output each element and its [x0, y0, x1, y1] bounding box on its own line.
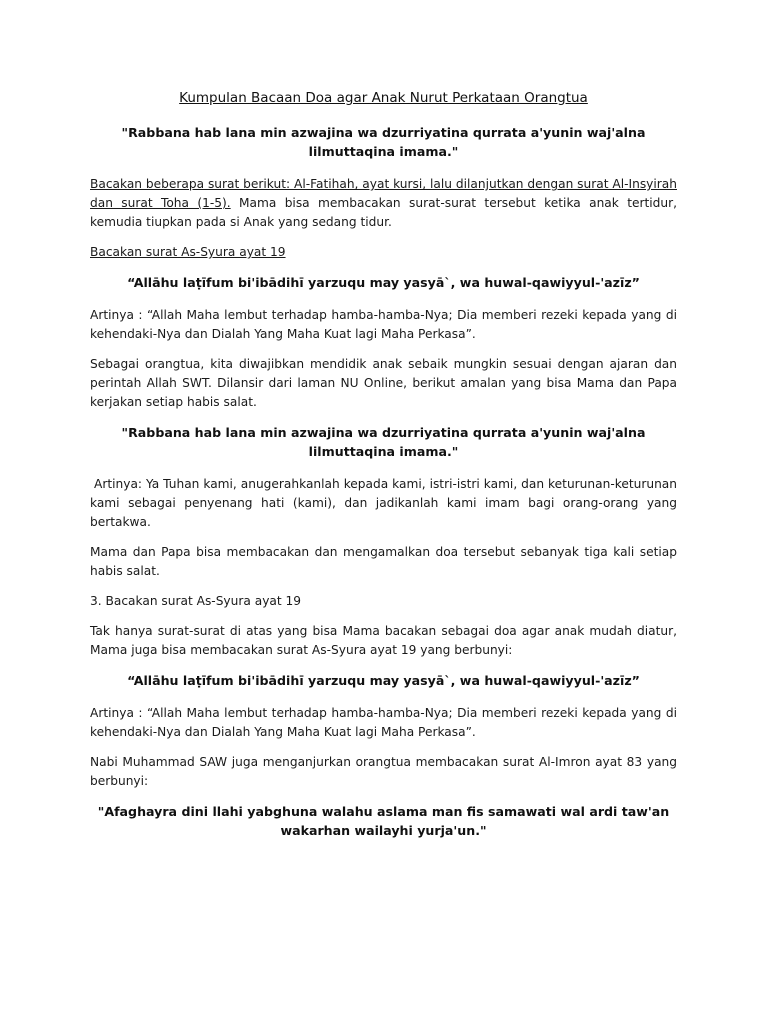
paragraph-nabi: Nabi Muhammad SAW juga menganjurkan orangtua membacakan surat Al-Imron ayat 83 yang berbunyi:: [90, 755, 677, 788]
doa-quote-as-syura: “Allāhu laṭīfum bi'ibādihī yarzuqu may yasyā`, wa huwal-qawiyyul-'azīz”: [127, 275, 640, 290]
paragraph-list-item-3: 3. Bacakan surat As-Syura ayat 19: [90, 594, 302, 608]
document-page: [90, 88, 677, 854]
paragraph-tak-hanya: Tak hanya surat-surat di atas yang bisa Mama bacakan sebagai doa agar anak mudah diatur, Mama juga bisa membacakan surat As-Syura ayat 19 yang berbunyi:: [90, 624, 677, 657]
paragraph-orangtua: Sebagai orangtua, kita diwajibkan mendidik anak sebaik mungkin sesuai dengan ajaran dan perintah Allah SWT. Dilansir dari laman NU Online, berikut amalan yang bisa Mama dan Papa kerjakan setiap habis salat.: [90, 357, 677, 409]
paragraph-artinya-3: Artinya : “Allah Maha lembut terhadap hamba-hamba-Nya; Dia memberi rezeki kepada yang di kehendaki-Nya dan Dialah Yang Maha Kuat lagi Maha Perkasa”.: [90, 706, 677, 739]
paragraph-artinya: Artinya : “Allah Maha lembut terhadap hamba-hamba-Nya; Dia memberi rezeki kepada yang di kehendaki-Nya dan Dialah Yang Maha Kuat lagi Maha Perkasa”.: [90, 308, 677, 341]
doa-quote-afaghayra: "Afaghayra dini llahi yabghuna walahu aslama man fis samawati wal ardi taw'an wakarhan wailayhi yurja'un.": [97, 804, 670, 838]
paragraph-as-syura-heading: [90, 243, 677, 262]
doa-quote-as-syura-2: “Allāhu laṭīfum bi'ibādihī yarzuqu may yasyā`, wa huwal-qawiyyul-'azīz”: [127, 673, 640, 688]
document-title: Kumpulan Bacaan Doa agar Anak Nurut Perkataan Orangtua: [179, 90, 588, 106]
doa-quote-rabbana: "Rabbana hab lana min azwajina wa dzurriyatina qurrata a'yunin waj'alna lilmuttaqina imama.": [121, 125, 646, 159]
underlined-instruction: Bacakan beberapa surat berikut: Al-Fatihah, ayat kursi, lalu dilanjutkan dengan surat Al-Insyirah dan surat Toha (1-5).: [90, 177, 677, 210]
paragraph-artinya-2: Artinya: Ya Tuhan kami, anugerahkanlah kepada kami, istri-istri kami, dan keturunan-keturunan kami sebagai penyenang hati (kami), dan jadikanlah kami imam bagi orang-orang yang bertakwa.: [90, 477, 677, 529]
doa-quote-rabbana-2: "Rabbana hab lana min azwajina wa dzurriyatina qurrata a'yunin waj'alna lilmuttaqina imama.": [121, 425, 646, 459]
paragraph-text: Mama bisa membacakan surat-surat tersebut ketika anak tertidur, kemudia tiupkan pada si Anak yang sedang tidur.: [90, 196, 677, 229]
paragraph-bacakan-surat: [90, 175, 677, 232]
underlined-heading: Bacakan surat As-Syura ayat 19: [90, 245, 286, 259]
paragraph-mama-papa: Mama dan Papa bisa membacakan dan mengamalkan doa tersebut sebanyak tiga kali setiap habis salat.: [90, 545, 677, 578]
